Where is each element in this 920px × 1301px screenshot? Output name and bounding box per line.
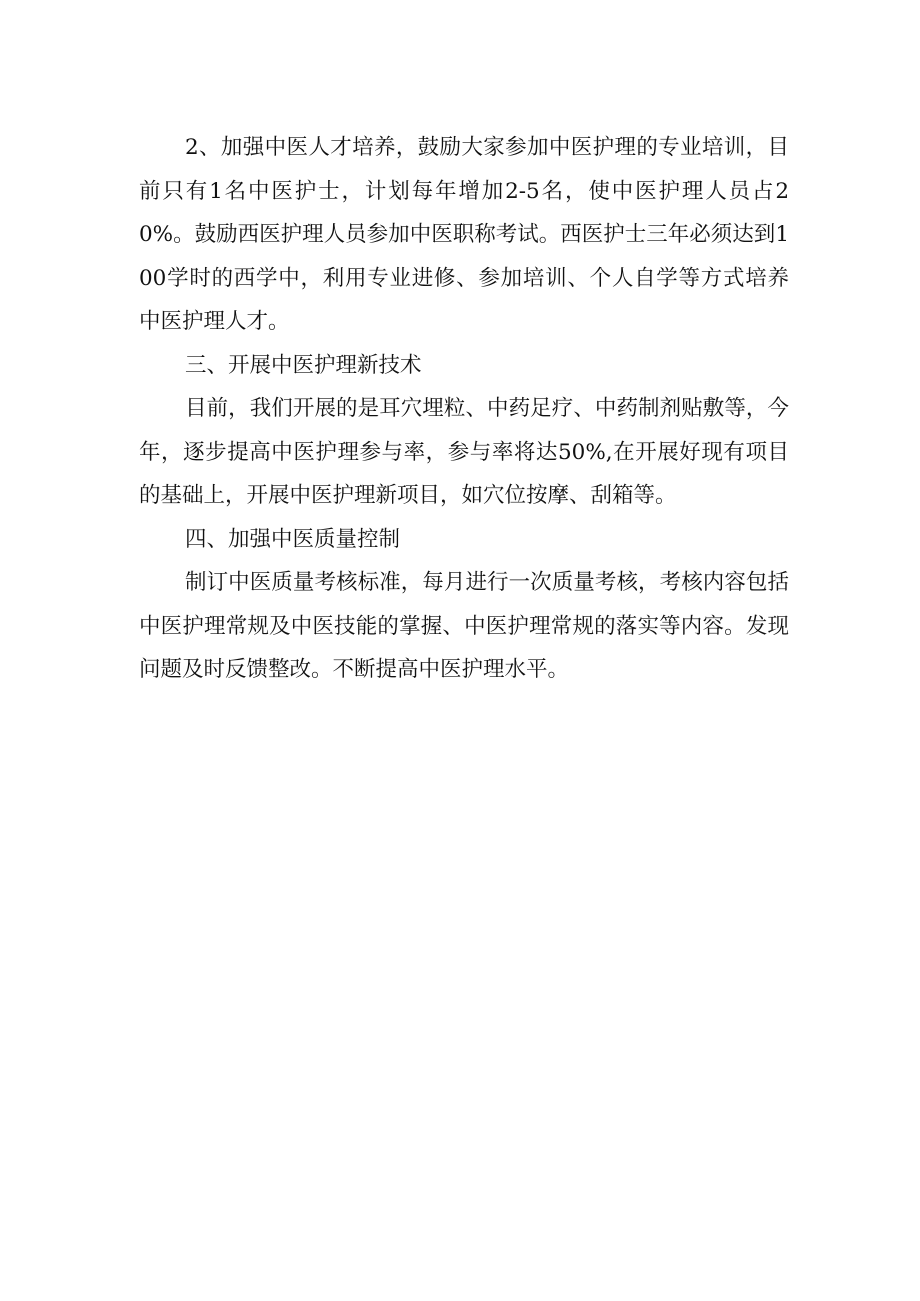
paragraph-new-techniques: 目前，我们开展的是耳穴埋粒、中药足疗、中药制剂贴敷等，今年，逐步提高中医护理参与率，参与率将达50%,在开展好现有项目的基础上，开展中医护理新项目，如穴位按摩、刮箱等。 <box>139 396 789 508</box>
section-heading-quality-control: 四、加强中医质量控制 <box>185 526 401 552</box>
paragraph-talent-training: 2、加强中医人才培养，鼓励大家参加中医护理的专业培训，目前只有1名中医护士，计划每年增加2-5名，使中医护理人员占20%。鼓励西医护理人员参加中医职称考试。西医护士三年必须达到100学时的西学中，利用专业进修、参加培训、个人自学等方式培养中医护理人才。 <box>139 135 789 334</box>
section-heading-new-techniques: 三、开展中医护理新技术 <box>185 352 422 378</box>
document-body <box>139 126 789 692</box>
paragraph-quality-control: 制订中医质量考核标准，每月进行一次质量考核，考核内容包括中医护理常规及中医技能的掌握、中医护理常规的落实等内容。发现问题及时反馈整改。不断提高中医护理水平。 <box>139 570 789 682</box>
